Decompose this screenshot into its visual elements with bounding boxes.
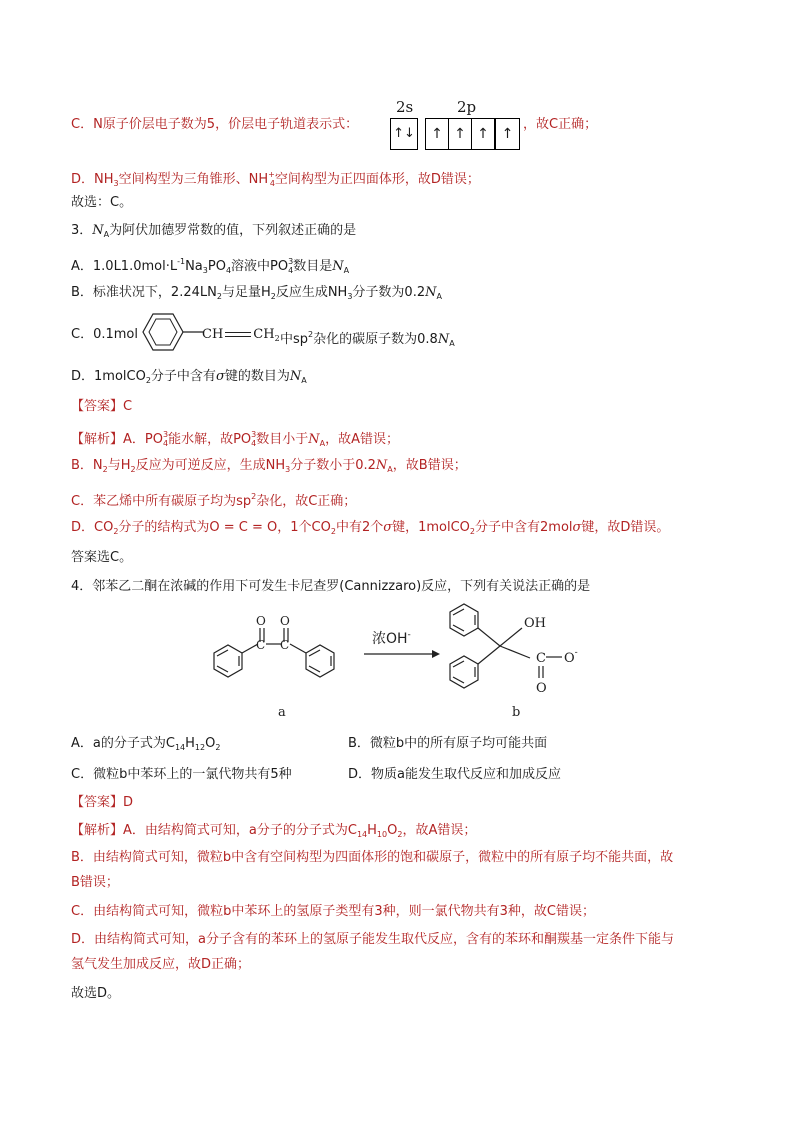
orbital-2p-box [425, 118, 520, 150]
oxide-label: O- [564, 648, 578, 666]
q2-option-c-end: ，故C正确； [523, 117, 598, 132]
q2-option-c: C．N原子价层电子数为5，价层电子轨道表示式： [71, 117, 359, 132]
q2-answer: 故选：C。 [71, 195, 133, 210]
q3-option-c-text: 中$sp^2$杂化的碳原子数为$0.8N_A$ [280, 330, 455, 348]
label-b: b [512, 705, 521, 720]
orbital-2p-cell: ↑ [495, 119, 519, 149]
q3-explanation-c: C．苯乙烯中所有碳原子均为$sp^2$杂化，故C正确； [71, 492, 357, 509]
orbital-2p-cell: ↑ [426, 119, 449, 149]
q3-option-b: B．标准状况下，$2.24LN_2$与足量$H_2$反应生成$NH_3$分子数为$0.2N_A$ [71, 285, 442, 301]
q4-explanation-d-cont: 氢气发生加成反应，故D正确； [71, 957, 251, 972]
orbital-2p-label: 2p [457, 98, 477, 116]
q3-option-a: A．$1.0L1.0mol\cdot L^{-1}Na_3PO_4$溶液中$PO^{3-}_4$数目是$N_A$ [71, 257, 350, 275]
q4-option-b: B．微粒b中的所有原子均可能共面 [348, 736, 548, 751]
q4-option-c: C．微粒b中苯环上的一氯代物共有5种 [71, 767, 292, 782]
benzene-ring-icon [450, 656, 478, 688]
carbonyl-o-label: O [280, 614, 290, 628]
orbital-2s-label: 2s [396, 98, 414, 116]
reagent-label: 浓OH- [372, 630, 411, 647]
q3-stem: 3．$N_A$为阿伏加德罗常数的值，下列叙述正确的是 [71, 223, 357, 239]
label-a: a [278, 705, 286, 720]
q4-option-d: D．物质a能发生取代反应和加成反应 [348, 767, 561, 782]
q4-final: 故选D。 [71, 986, 121, 1001]
q4-explanation-a: 【解析】A．由结构简式可知，a分子的分子式为$C_{14}H_{10}O_2$，故A错误； [71, 823, 477, 839]
carbonyl-o-label: O [536, 681, 547, 696]
benzene-ring-icon [306, 645, 334, 677]
q4-stem: 4．邻苯乙二酮在浓碱的作用下可发生卡尼查罗(Cannizzaro)反应，下列有关说法正确的是 [71, 579, 591, 594]
carbon-label: C [256, 638, 266, 652]
q4-explanation-b: B．由结构简式可知，微粒b中含有空间构型为四面体形的饱和碳原子，微粒中的所有原子均不能共面，故 [71, 850, 674, 865]
orbital-2s-cell: ↑↓ [393, 126, 415, 141]
orbital-2s-box [390, 118, 418, 150]
q4-explanation-b-cont: B错误； [71, 875, 119, 890]
carbonyl-o-label: O [256, 614, 266, 628]
q3-option-c-prefix: C．0.1mol [71, 327, 138, 342]
q3-final: 答案选C。 [71, 550, 133, 565]
q4-explanation-d: D．由结构简式可知，a分子含有的苯环上的氢原子能发生取代反应，含有的苯环和酮羰基一定条件下能与 [71, 932, 674, 947]
orbital-2p-cell: ↑ [472, 119, 495, 149]
orbital-2p-cell: ↑ [449, 119, 472, 149]
q4-explanation-c: C．由结构简式可知，微粒b中苯环上的氢原子类型有3种，则一氯代物共有3种，故C错误； [71, 904, 595, 919]
q3-explanation-b: B．$N_2$与$H_2$反应为可逆反应，生成$NH_3$分子数小于$0.2N_A$，故B错误； [71, 458, 467, 474]
benzene-ring-icon [214, 645, 242, 677]
q4-option-a: A．a的分子式为$C_{14}H_{12}O_2$ [71, 736, 221, 752]
q3-explanation-a: 【解析】A．$PO^{3-}_4$能水解，故$PO^{3-}_4$数目小于$N_A$，故A错误； [71, 430, 399, 448]
q2-option-d: D．$NH_3$空间构型为三角锥形、$NH^+_4$空间构型为正四面体形，故D错误； [71, 170, 480, 188]
carbon-label: C [536, 651, 546, 666]
benzene-ring-icon [450, 604, 478, 636]
q3-option-d: D．1molCO$_2$分子中含有σ键的数目为$N_A$ [71, 369, 307, 385]
q3-answer: 【答案】C [71, 399, 133, 414]
benzene-ring-icon [133, 310, 213, 360]
carbon-label: C [280, 638, 290, 652]
q3-explanation-d: D．$CO_2$分子的结构式为O = C = O，1个$CO_2$中有2个σ键，1molCO$_2$分子中含有2molσ键，故D错误。 [71, 520, 670, 536]
q3-option-c-vinyl: CH $CH_2$ [202, 327, 280, 343]
hydroxyl-label: OH [524, 616, 546, 631]
q4-answer: 【答案】D [71, 795, 134, 810]
reaction-scheme [200, 600, 600, 720]
